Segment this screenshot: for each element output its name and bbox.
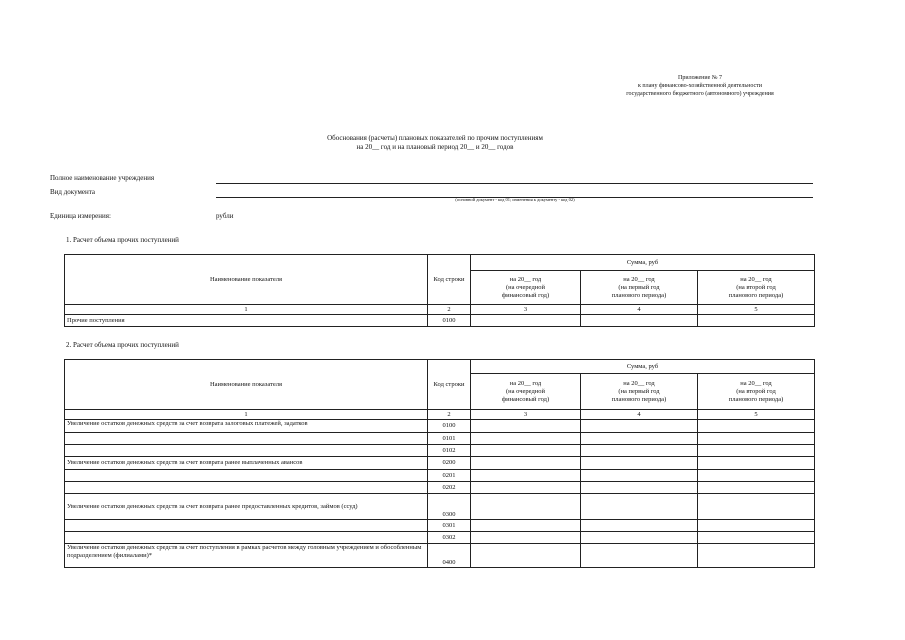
s2-colnum-3: 3 [471, 410, 581, 420]
s2-row-name: Увеличение остатков денежных средств за счет возврата залоговых платежей, задатков [65, 420, 428, 433]
s2-cell-col5[interactable] [698, 433, 815, 445]
section2-heading: 2. Расчет объема прочих поступлений [66, 341, 179, 349]
title-line-2: на 20__ год и на плановый период 20__ и 20__ годов [356, 143, 514, 151]
s2-colnum-4: 4 [581, 410, 698, 420]
s2-row-code: 0201 [428, 470, 471, 482]
s2-cell-col4[interactable] [581, 482, 698, 494]
table-row [65, 494, 815, 520]
s2-row-code: 0300 [428, 494, 471, 520]
s2-cell-col3[interactable] [471, 470, 581, 482]
s1-header-col5: на 20__ год (на второй год планового периода) [698, 271, 815, 305]
appendix-line-2: к плану финансово-хозяйственной деятельности [638, 83, 762, 89]
s1-colnum-row [65, 305, 815, 315]
s2-cell-col5[interactable] [698, 420, 815, 433]
s1-header-indicator: Наименование показателя [65, 255, 428, 305]
s1-colnum-5: 5 [698, 305, 815, 315]
full-name-label: Полное наименование учреждения [50, 174, 155, 182]
s1-header-col4: на 20__ год (на первый год планового периода) [581, 271, 698, 305]
s2-colnum-1: 1 [65, 410, 428, 420]
s2-cell-col4[interactable] [581, 544, 698, 568]
s2-row-code: 0400 [428, 544, 471, 568]
s2-cell-col5[interactable] [698, 445, 815, 457]
s2-cell-col4[interactable] [581, 494, 698, 520]
s1-header-code: Код строки [428, 255, 471, 305]
s2-row-name [65, 532, 428, 544]
s2-header-indicator: Наименование показателя [65, 360, 428, 410]
s2-cell-col3[interactable] [471, 433, 581, 445]
s2-cell-col5[interactable] [698, 520, 815, 532]
s2-cell-col5[interactable] [698, 544, 815, 568]
s2-row-code: 0101 [428, 433, 471, 445]
s2-row-name: Увеличение остатков денежных средств за счет поступления в рамках расчетов между головным учреждением и обособленным подразделением (филиалами)* [65, 544, 428, 568]
section2-table [64, 359, 815, 568]
doc-type-label: Вид документа [50, 188, 96, 196]
s2-cell-col3[interactable] [471, 420, 581, 433]
s1-colnum-4: 4 [581, 305, 698, 315]
s2-row-name [65, 433, 428, 445]
s2-row-name: Увеличение остатков денежных средств за счет возврата ранее выплаченных авансов [65, 457, 428, 470]
s2-header-sum: Сумма, руб [471, 360, 815, 374]
s2-cell-col4[interactable] [581, 532, 698, 544]
section1-heading: 1. Расчет объема прочих поступлений [66, 236, 179, 244]
s2-cell-col4[interactable] [581, 420, 698, 433]
s2-cell-col4[interactable] [581, 433, 698, 445]
s2-row-name [65, 482, 428, 494]
s2-row-name [65, 520, 428, 532]
s2-row-code: 0200 [428, 457, 471, 470]
s2-cell-col3[interactable] [471, 445, 581, 457]
s1-cell-col4[interactable] [581, 315, 698, 327]
s2-row-name [65, 470, 428, 482]
table-row [65, 445, 815, 457]
table-row [65, 520, 815, 532]
s2-cell-col4[interactable] [581, 457, 698, 470]
s2-row-code: 0301 [428, 520, 471, 532]
s2-cell-col5[interactable] [698, 470, 815, 482]
table-row [65, 532, 815, 544]
section1-table [64, 254, 815, 327]
s2-header-col3: на 20__ год (на очередной финансовый год) [471, 374, 581, 410]
table-row [65, 482, 815, 494]
s1-colnum-2: 2 [428, 305, 471, 315]
s2-colnum-row [65, 410, 815, 420]
s2-cell-col5[interactable] [698, 532, 815, 544]
s1-cell-col3[interactable] [471, 315, 581, 327]
s1-row-name: Прочие поступления [65, 315, 428, 327]
s1-header-col3: на 20__ год (на очередной финансовый год) [471, 271, 581, 305]
unit-label: Единица измерения: [50, 212, 111, 220]
s2-cell-col4[interactable] [581, 445, 698, 457]
s2-row-code: 0302 [428, 532, 471, 544]
s2-header-col4: на 20__ год (на первый год планового периода) [581, 374, 698, 410]
s2-cell-col5[interactable] [698, 494, 815, 520]
s1-row-code: 0100 [428, 315, 471, 327]
appendix-line-3: государственного бюджетного (автономного) учреждения [626, 91, 774, 97]
unit-value: рубли [216, 212, 234, 220]
s2-cell-col3[interactable] [471, 532, 581, 544]
s2-header-code: Код строки [428, 360, 471, 410]
table-row [65, 544, 815, 568]
s2-cell-col5[interactable] [698, 457, 815, 470]
s1-colnum-1: 1 [65, 305, 428, 315]
s2-row-code: 0202 [428, 482, 471, 494]
s2-row-name: Увеличение остатков денежных средств за счет возврата ранее предоставленных кредитов, займов (ссуд) [65, 494, 428, 520]
s1-colnum-3: 3 [471, 305, 581, 315]
s2-cell-col3[interactable] [471, 482, 581, 494]
s2-cell-col3[interactable] [471, 520, 581, 532]
s2-cell-col3[interactable] [471, 494, 581, 520]
doc-type-hint: (основной документ - код 01; изменения к документу - код 02) [455, 197, 575, 202]
table-row [65, 470, 815, 482]
s1-header-sum: Сумма, руб [471, 255, 815, 271]
s2-cell-col3[interactable] [471, 544, 581, 568]
s2-colnum-2: 2 [428, 410, 471, 420]
document-title [230, 134, 640, 152]
table-row [65, 315, 815, 327]
table-row [65, 433, 815, 445]
table-row [65, 457, 815, 470]
s2-row-name [65, 445, 428, 457]
s2-row-code: 0100 [428, 420, 471, 433]
table-row [65, 420, 815, 433]
full-name-line[interactable] [216, 183, 813, 184]
appendix-number: Приложение № 7 [678, 75, 722, 81]
s2-row-code: 0102 [428, 445, 471, 457]
s2-header-col5: на 20__ год (на второй год планового периода) [698, 374, 815, 410]
s1-cell-col5[interactable] [698, 315, 815, 327]
s2-cell-col4[interactable] [581, 520, 698, 532]
s2-colnum-5: 5 [698, 410, 815, 420]
title-line-1: Обоснования (расчеты) плановых показателей по прочим поступлениям [327, 134, 543, 142]
s2-cell-col5[interactable] [698, 482, 815, 494]
s2-cell-col3[interactable] [471, 457, 581, 470]
appendix-block [590, 74, 810, 98]
s2-cell-col4[interactable] [581, 470, 698, 482]
